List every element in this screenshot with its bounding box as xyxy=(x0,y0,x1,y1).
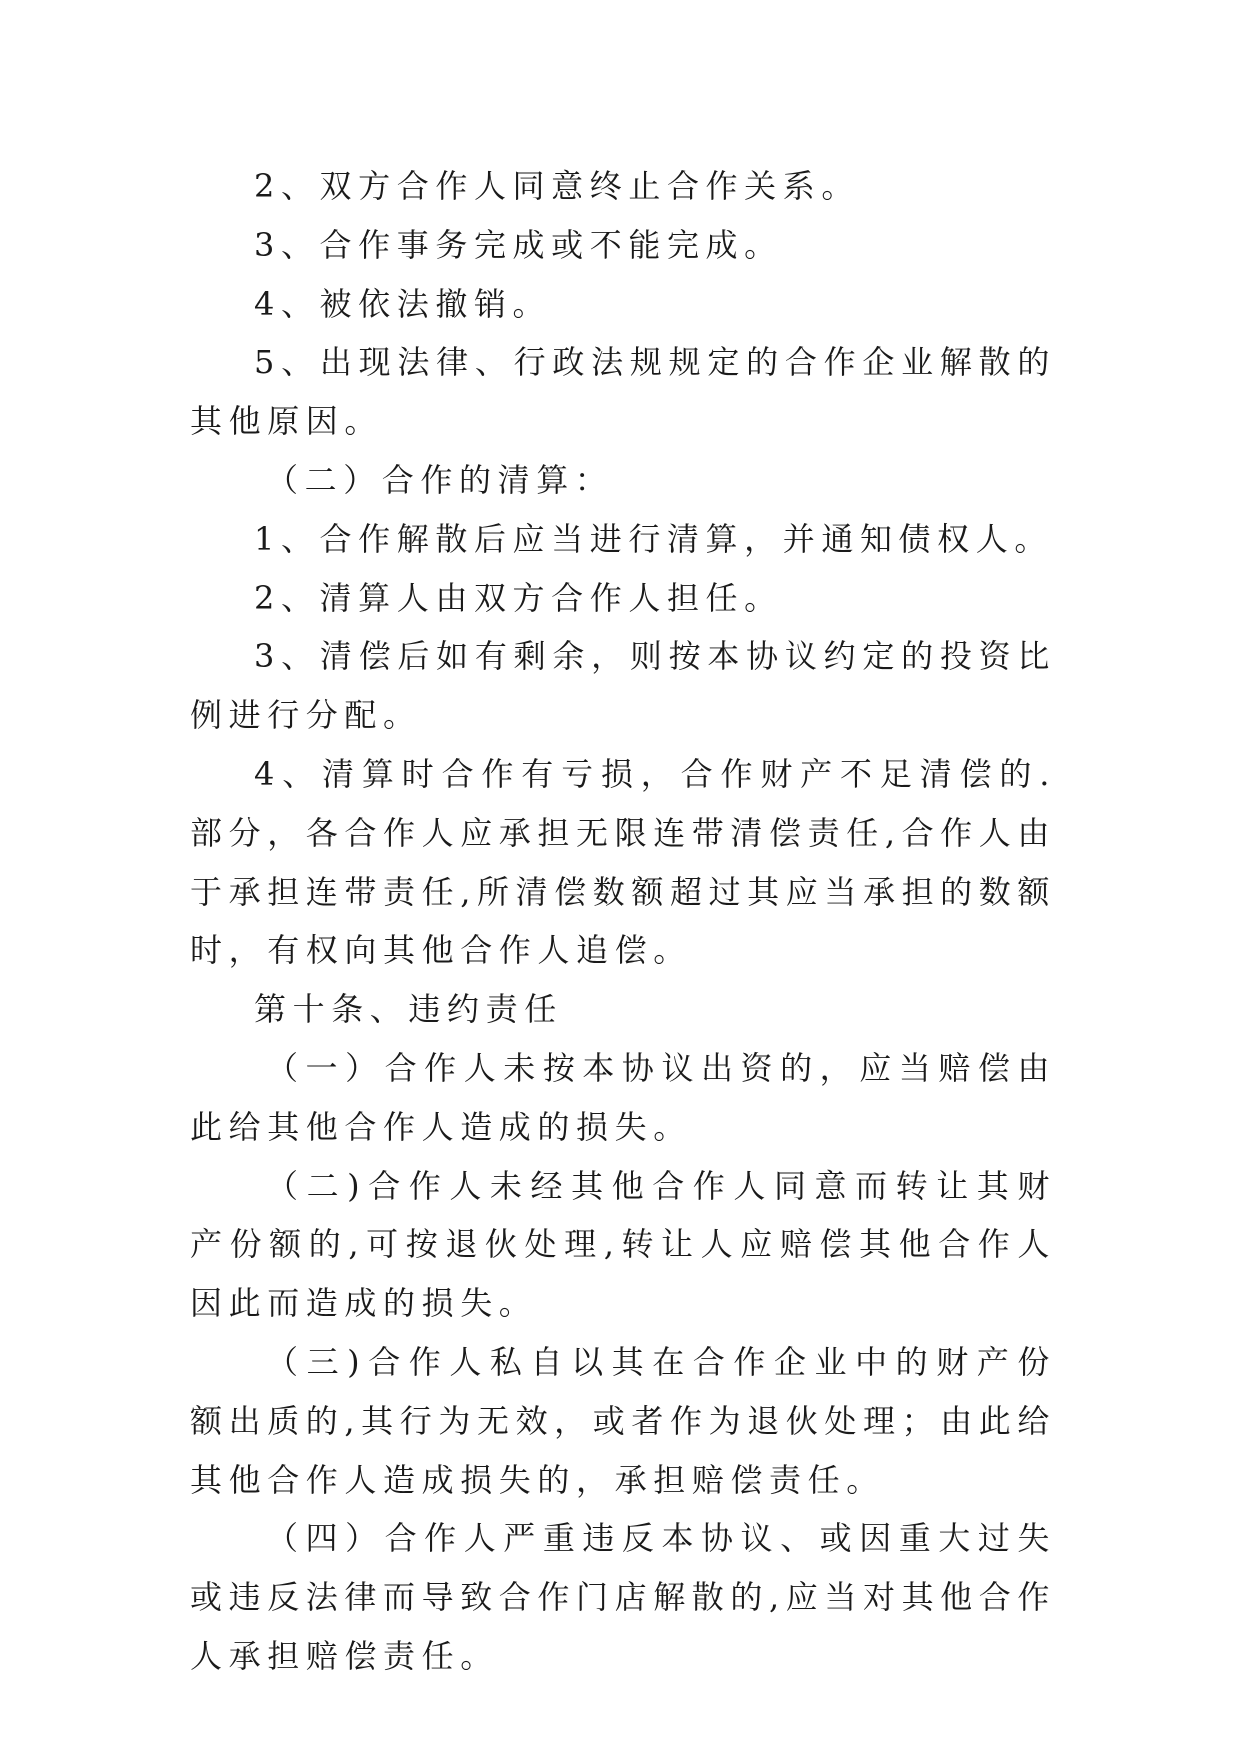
paragraph-breach-item-2: （二)合作人未经其他合作人同意而转让其财产份额的,可按退伙处理,转让人应赔偿其他合作人因此而造成的损失。 xyxy=(190,1166,1056,1323)
document-body xyxy=(190,157,1056,1686)
paragraph-dissolution-item-4: 4、被依法撤销。 xyxy=(254,284,552,323)
paragraph-dissolution-item-5: 5、出现法律、行政法规规定的合作企业解散的其他原因。 xyxy=(190,343,1056,441)
paragraph-liquidation-item-2: 2、清算人由双方合作人担任。 xyxy=(254,578,783,617)
paragraph-breach-item-1: （一）合作人未按本协议出资的，应当赔偿由此给其他合作人造成的损失。 xyxy=(190,1048,1056,1146)
paragraph-dissolution-item-2: 2、双方合作人同意终止合作关系。 xyxy=(254,167,860,205)
paragraph-dissolution-item-3: 3、合作事务完成或不能完成。 xyxy=(254,225,783,264)
article-heading-breach: 第十条、违约责任 xyxy=(254,990,563,1029)
paragraph-breach-item-4: （四）合作人严重违反本协议、或因重大过失或违反法律而导致合作门店解散的,应当对其他合作人承担赔偿责任。 xyxy=(190,1519,1056,1675)
section-heading-liquidation: （二）合作的清算： xyxy=(266,460,614,499)
paragraph-breach-item-3: （三)合作人私自以其在合作企业中的财产份额出质的,其行为无效，或者作为退伙处理；由此给其他合作人造成损失的，承担赔偿责任。 xyxy=(190,1342,1056,1499)
paragraph-liquidation-item-1: 1、合作解散后应当进行清算，并通知债权人。 xyxy=(254,519,1053,558)
paragraph-liquidation-item-3: 3、清偿后如有剩余，则按本协议约定的投资比例进行分配。 xyxy=(190,637,1056,735)
paragraph-liquidation-item-4: 4、清算时合作有亏损，合作财产不足清偿的.部分，各合作人应承担无限连带清偿责任,合作人由于承担连带责任,所清偿数额超过其应当承担的数额时，有权向其他合作人追偿。 xyxy=(190,754,1056,970)
